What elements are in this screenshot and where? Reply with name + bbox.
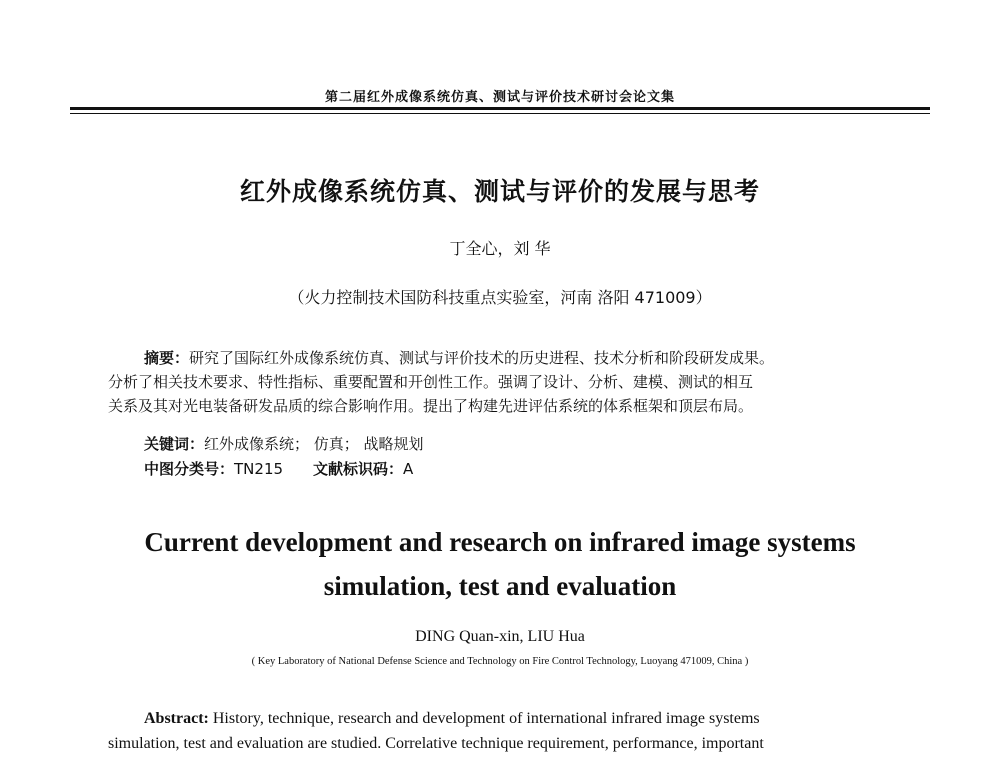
keywords-value: 红外成像系统； 仿真； 战略规划 xyxy=(204,435,424,453)
clc-value: TN215 xyxy=(234,460,284,478)
english-title-line2: simulation, test and evaluation xyxy=(323,571,677,601)
chinese-abstract-line: 关系及其对光电装备研发品质的综合影响作用。提出了构建先进评估系统的体系框架和顶层布局。 xyxy=(108,397,754,415)
running-head: 第二届红外成像系统仿真、测试与评价技术研讨会论文集 xyxy=(324,90,675,105)
chinese-abstract xyxy=(108,346,893,418)
english-abstract-text: History, technique, research and development of international infrared image systems xyxy=(208,710,760,727)
chinese-classification xyxy=(144,458,904,479)
keywords-label: 关键词： xyxy=(144,435,205,453)
header-rule-thick xyxy=(70,107,930,110)
english-abstract-line: simulation, test and evaluation are studied. Correlative technique requirement, performance, important xyxy=(108,735,764,752)
chinese-title: 红外成像系统仿真、测试与评价的发展与思考 xyxy=(239,177,760,206)
english-affiliation: ( Key Laboratory of National Defense Science and Technology on Fire Control Technology, Luoyang 471009, China ) xyxy=(251,656,749,667)
header-rule-thin xyxy=(70,113,930,114)
chinese-abstract-line: 分析了相关技术要求、特性指标、重要配置和开创性工作。强调了设计、分析、建模、测试的相互 xyxy=(108,373,754,391)
chinese-keywords xyxy=(144,433,904,454)
doc-code-value: A xyxy=(403,460,414,478)
chinese-abstract-label: 摘要： xyxy=(144,349,190,367)
clc-label: 中图分类号： xyxy=(144,460,235,478)
chinese-abstract-line xyxy=(108,346,893,370)
chinese-abstract-text: 研究了国际红外成像系统仿真、测试与评价技术的历史进程、技术分析和阶段研发成果。 xyxy=(189,349,775,367)
chinese-authors: 丁全心，刘 华 xyxy=(449,239,551,258)
english-abstract-label: Abstract: xyxy=(144,710,209,727)
english-title xyxy=(70,520,930,608)
english-title-line1: Current development and research on infrared image systems xyxy=(144,527,856,557)
doc-code-label: 文献标识码： xyxy=(313,460,404,478)
english-abstract xyxy=(108,706,893,756)
english-abstract-line xyxy=(108,706,893,731)
chinese-affiliation: （火力控制技术国防科技重点实验室，河南 洛阳 471009） xyxy=(288,288,712,307)
english-authors: DING Quan-xin, LIU Hua xyxy=(415,628,585,645)
